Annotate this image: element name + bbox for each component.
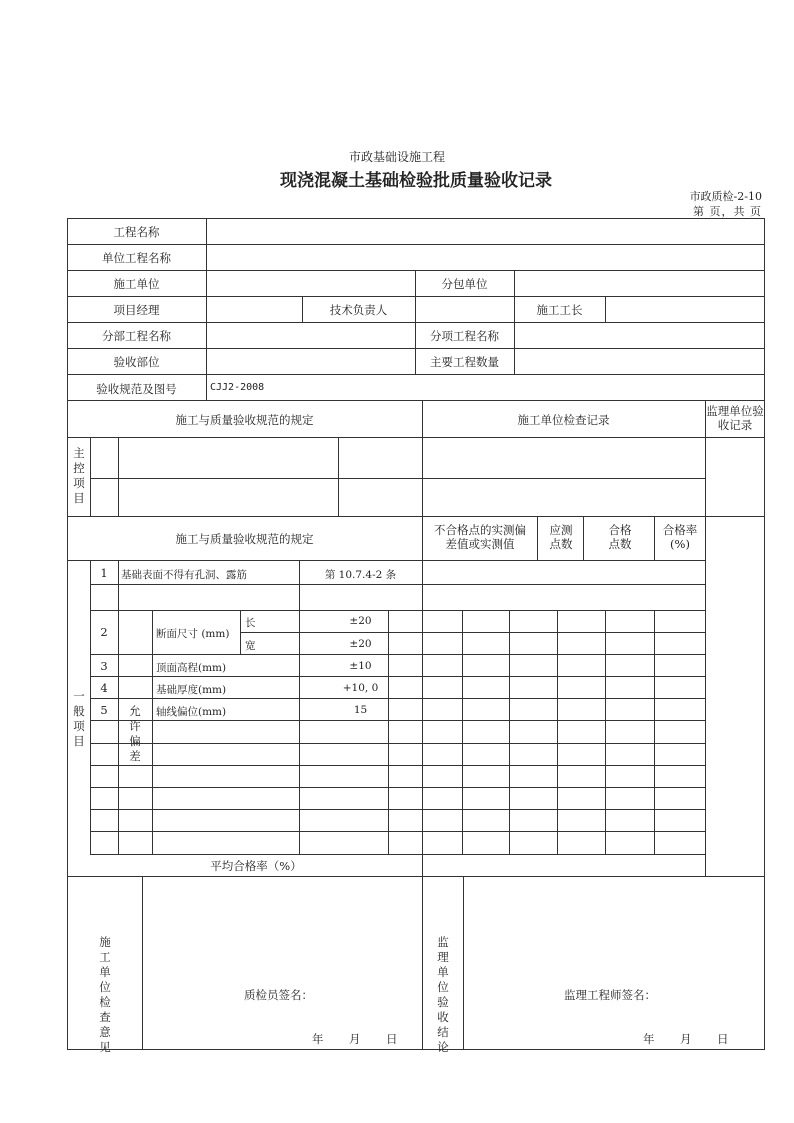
deviation-header: 不合格点的实测偏差值或实测值: [434, 523, 526, 551]
row2-length-label: 长: [245, 617, 256, 629]
row2-width-value: ±20: [349, 638, 372, 650]
row4-text: 基础厚度(mm): [156, 684, 227, 696]
form-title: 现浇混凝土基础检验批质量验收记录: [280, 171, 552, 191]
label-construction-unit: 施工单位: [113, 277, 160, 291]
allowed-deviation-label: 允许偏差: [129, 704, 141, 763]
row3-no: 3: [100, 659, 108, 673]
supervision-month: 月: [680, 1032, 692, 1046]
main-spec-header: 施工与质量验收规范的规定: [175, 413, 314, 427]
row1-no: 1: [100, 566, 108, 580]
label-tech-lead: 技术负责人: [329, 303, 388, 317]
construction-day: 日: [386, 1032, 398, 1046]
label-project-manager: 项目经理: [113, 303, 160, 317]
label-spec: 验收规范及图号: [96, 382, 177, 396]
construction-month: 月: [349, 1032, 361, 1046]
average-pass-rate: 平均合格率（%）: [210, 859, 302, 873]
construction-opinion-label: 施工单位检查意见: [99, 935, 111, 1054]
construction-year: 年: [312, 1032, 324, 1046]
row2-width-label: 宽: [245, 640, 256, 652]
engineer-signature: 监理工程师签名：: [564, 988, 656, 1002]
label-acceptance-part: 验收部位: [113, 355, 160, 369]
label-unit-project-name: 单位工程名称: [102, 251, 171, 265]
page-info: 第 页，共 页: [693, 205, 762, 218]
spec-value: CJJ2-2008: [210, 382, 265, 393]
row3-value: ±10: [349, 660, 372, 672]
supervision-header: 监理单位验收记录: [706, 404, 764, 432]
label-main-quantity: 主要工程数量: [430, 355, 499, 369]
row3-text: 顶面高程(mm): [156, 662, 227, 674]
supervision-conclusion-label: 监理单位验收结论: [437, 935, 449, 1054]
label-subcontract-unit: 分包单位: [441, 277, 488, 291]
label-division-name: 分部工程名称: [102, 329, 171, 343]
supervision-year: 年: [643, 1032, 655, 1046]
row2-no: 2: [100, 625, 108, 639]
row2-length-value: ±20: [349, 615, 372, 627]
label-subitem-name: 分项工程名称: [430, 329, 499, 343]
inspector-signature: 质检员签名：: [244, 988, 313, 1002]
pass-points-header: 合格点数: [608, 523, 632, 551]
row2-text: 断面尺寸 (mm): [156, 628, 230, 640]
should-points-header: 应测点数: [549, 523, 573, 551]
supervision-day: 日: [717, 1032, 729, 1046]
pass-rate-header: 合格率(%): [662, 523, 698, 551]
label-foreman: 施工工长: [536, 303, 583, 317]
row1-clause: 第 10.7.4-2 条: [324, 569, 397, 581]
row5-no: 5: [100, 703, 108, 717]
check-record-header: 施工单位检查记录: [517, 413, 610, 427]
form-subtitle: 市政基础设施工程: [348, 150, 445, 164]
form-code: 市政质检-2-10: [689, 190, 762, 203]
row4-value: +10, 0: [342, 682, 379, 694]
general-items-label: 一般项目: [73, 689, 85, 748]
row4-no: 4: [100, 681, 108, 695]
general-spec-header: 施工与质量验收规范的规定: [175, 532, 314, 546]
main-control-label: 主控项目: [73, 446, 85, 505]
label-project-name: 工程名称: [113, 225, 160, 239]
row5-text: 轴线偏位(mm): [156, 706, 227, 718]
row1-text: 基础表面不得有孔洞、露筋: [121, 569, 247, 581]
row5-value: 15: [353, 704, 368, 716]
